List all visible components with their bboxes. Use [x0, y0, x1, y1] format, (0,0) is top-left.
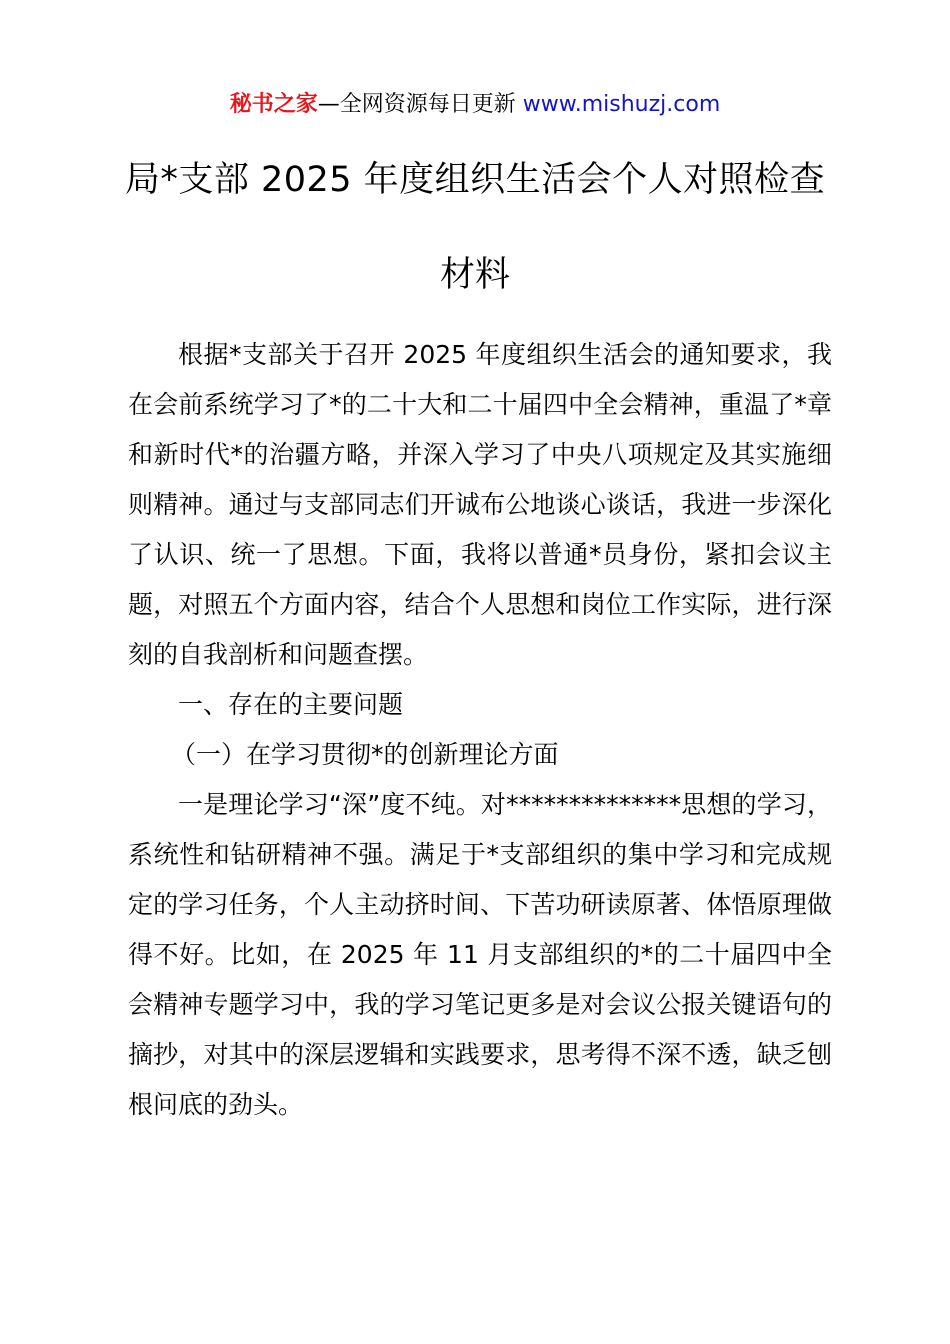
banner-tagline: —全网资源每日更新	[317, 92, 523, 117]
site-url-link[interactable]: www.mishuzj.com	[522, 92, 721, 117]
site-banner	[0, 88, 950, 122]
title-line-1: 局*支部 2025 年度组织生活会个人对照检查	[124, 160, 826, 200]
title-line-2: 材料	[439, 255, 510, 295]
document-body	[128, 330, 832, 1130]
intro-paragraph: 根据*支部关于召开 2025 年度组织生活会的通知要求，我在会前系统学习了*的二十大和二十届四中全会精神，重温了*章和新时代*的治疆方略，并深入学习了中央八项规定及其实施细则精神。通过与支部同志们开诚布公地谈心谈话，我进一步深化了认识、统一了思想。下面，我将以普通*员身份，紧扣会议主题，对照五个方面内容，结合个人思想和岗位工作实际，进行深刻的自我剖析和问题查摆。	[128, 340, 832, 669]
document-title	[0, 155, 950, 300]
brand-name: 秘书之家	[229, 92, 318, 117]
subsection-heading: （一）在学习贯彻*的创新理论方面	[171, 740, 559, 769]
section-heading: 一、存在的主要问题	[178, 690, 404, 719]
point-paragraph: 一是理论学习“深”度不纯。对**************思想的学习，系统性和钻研精神不强。满足于*支部组织的集中学习和完成规定的学习任务，个人主动挤时间、下苦功研读原著、体悟原理做得不好。比如，在 2025 年 11 月支部组织的*的二十届四中全会精神专题学习中，我的学习笔记更多是对会议公报关键语句的摘抄，对其中的深层逻辑和实践要求，思考得不深不透，缺乏刨根问底的劲头。	[128, 790, 832, 1119]
